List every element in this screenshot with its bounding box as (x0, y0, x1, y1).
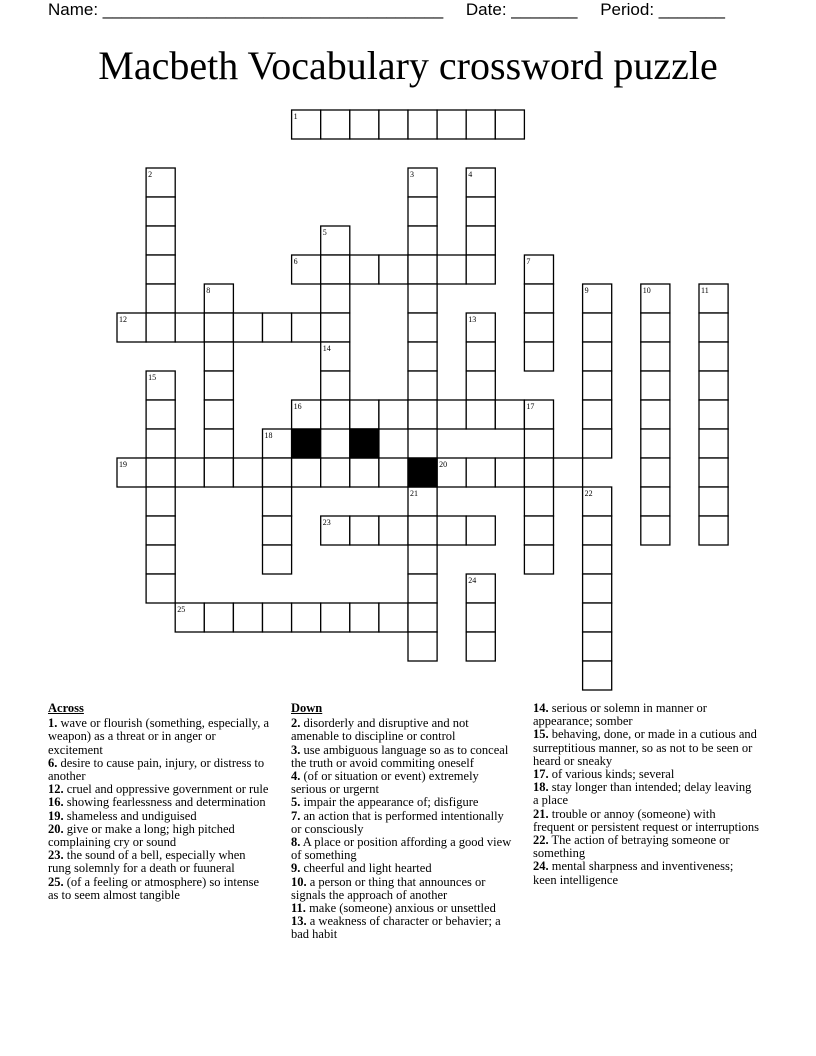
clue-text: (of or situation or event) extremely serious or urgernt (291, 769, 479, 797)
clue-number: 10. (291, 874, 307, 889)
crossword-cell[interactable] (466, 371, 495, 400)
crossword-cell[interactable] (583, 545, 612, 574)
crossword-cell[interactable] (524, 516, 553, 545)
clue-number: 20. (48, 821, 64, 836)
crossword-cell[interactable] (321, 110, 350, 139)
crossword-cell[interactable] (204, 400, 233, 429)
clue-text: serious or solemn in manner or appearance; somber (533, 701, 707, 729)
crossword-cell[interactable] (146, 284, 175, 313)
crossword-cell[interactable] (583, 371, 612, 400)
crossword-cell[interactable] (583, 342, 612, 371)
crossword-cell[interactable] (583, 429, 612, 458)
clue-text: cruel and oppressive government or rule (63, 782, 269, 797)
clue-number: 25. (48, 874, 64, 889)
crossword-cell[interactable] (641, 516, 670, 545)
clue-item (291, 810, 513, 836)
clue-item (48, 849, 270, 875)
crossword-cell[interactable] (699, 313, 728, 342)
clue-text: the sound of a bell, especially when rung solemnly for a death or fuuneral (48, 848, 246, 876)
crossword-cell[interactable] (408, 545, 437, 574)
crossword-cell[interactable] (583, 661, 612, 690)
crossword-cell[interactable] (699, 371, 728, 400)
cell-number: 3 (410, 170, 414, 179)
crossword-cell[interactable] (408, 284, 437, 313)
crossword-cell[interactable] (204, 342, 233, 371)
crossword-cell[interactable] (263, 545, 292, 574)
crossword-cell[interactable] (408, 255, 437, 284)
clue-text: stay longer than intended; delay leaving a place (533, 780, 752, 808)
cell-number: 21 (410, 489, 418, 498)
crossword-cell[interactable] (466, 342, 495, 371)
crossword-cell[interactable] (466, 255, 495, 284)
crossword-cell[interactable] (350, 516, 379, 545)
crossword-cell[interactable] (699, 429, 728, 458)
crossword-cell[interactable] (233, 603, 262, 632)
clue-text: cheerful and light hearted (300, 861, 432, 876)
crossword-cell[interactable] (466, 632, 495, 661)
clue-number: 24. (533, 859, 549, 874)
clue-item (48, 823, 270, 849)
cell-number: 13 (468, 315, 477, 324)
clue-number: 14. (533, 701, 549, 715)
clue-number: 5. (291, 795, 301, 810)
date-field-label[interactable]: Date: _______ (465, 0, 578, 19)
crossword-cell[interactable] (321, 284, 350, 313)
clue-item (533, 860, 759, 886)
crossword-cell[interactable] (175, 313, 204, 342)
crossword-cell[interactable] (583, 400, 612, 429)
crossword-cell[interactable] (641, 487, 670, 516)
cell-number: 4 (468, 170, 473, 179)
name-field-label[interactable]: Name: ____________________________________ (48, 0, 444, 19)
crossword-cell[interactable] (524, 342, 553, 371)
crossword-cell[interactable] (641, 429, 670, 458)
crossword-cell[interactable] (641, 313, 670, 342)
crossword-cell[interactable] (379, 255, 408, 284)
crossword-cell[interactable] (466, 110, 495, 139)
crossword-cell[interactable] (146, 487, 175, 516)
clue-number: 4. (291, 769, 301, 784)
cell-number: 2 (148, 170, 153, 179)
crossword-cell[interactable] (204, 429, 233, 458)
crossword-cell[interactable] (437, 255, 466, 284)
clue-number: 11. (291, 901, 306, 916)
crossword-cell[interactable] (699, 487, 728, 516)
crossword-cell[interactable] (408, 516, 437, 545)
cell-number: 14 (322, 344, 331, 353)
clue-item (533, 808, 759, 834)
crossword-cell[interactable] (524, 429, 553, 458)
crossword-cell[interactable] (204, 371, 233, 400)
crossword-cell[interactable] (292, 458, 321, 487)
crossword-cell[interactable] (263, 516, 292, 545)
clue-item (533, 781, 759, 807)
crossword-cell[interactable] (233, 458, 262, 487)
crossword-cell[interactable] (554, 458, 583, 487)
cell-number: 8 (206, 286, 211, 295)
cell-number: 25 (177, 605, 186, 614)
crossword-cell[interactable] (204, 458, 233, 487)
crossword-cell[interactable] (408, 197, 437, 226)
crossword-cell[interactable] (524, 545, 553, 574)
crossword-cell[interactable] (146, 545, 175, 574)
period-field-label[interactable]: Period: _______ (600, 0, 725, 19)
down-clues-continued (533, 702, 759, 887)
crossword-cell[interactable] (204, 603, 233, 632)
clue-text: desire to cause pain, injury, or distress to another (48, 755, 265, 784)
crossword-cell[interactable] (437, 110, 466, 139)
crossword-cell[interactable] (321, 371, 350, 400)
clue-text: an action that is performed intentionally or consciously (291, 808, 504, 836)
crossword-cell[interactable] (466, 603, 495, 632)
crossword-cell[interactable] (379, 458, 408, 487)
clue-item (48, 876, 270, 902)
crossword-cell[interactable] (641, 400, 670, 429)
crossword-cell[interactable] (699, 400, 728, 429)
crossword-cell[interactable] (524, 313, 553, 342)
down-heading: Down (291, 701, 323, 715)
crossword-cell[interactable] (408, 342, 437, 371)
clue-item (533, 728, 759, 768)
crossword-cell[interactable] (146, 574, 175, 603)
crossword-cell[interactable] (263, 603, 292, 632)
crossword-cell[interactable] (321, 255, 350, 284)
crossword-cell[interactable] (583, 632, 612, 661)
cell-number: 9 (584, 286, 589, 295)
crossword-cell[interactable] (408, 574, 437, 603)
clue-text: make (someone) anxious or unsettled (305, 901, 496, 916)
crossword-cell[interactable] (292, 313, 321, 342)
across-heading: Across (48, 701, 84, 715)
clue-number: 9. (291, 861, 301, 876)
clue-item (48, 717, 270, 757)
crossword-cell[interactable] (408, 632, 437, 661)
crossword-cell[interactable] (175, 458, 204, 487)
clue-number: 16. (48, 795, 64, 810)
crossword-cell[interactable] (321, 313, 350, 342)
crossword-cell[interactable] (146, 313, 175, 342)
crossword-cell[interactable] (263, 487, 292, 516)
across-clues (48, 702, 270, 902)
crossword-cell[interactable] (321, 603, 350, 632)
clue-text: use ambiguous language so as to conceal the truth or avoid commiting oneself (291, 742, 509, 770)
crossword-cell[interactable] (466, 516, 495, 545)
crossword-cell[interactable] (350, 400, 379, 429)
crossword-cell[interactable] (379, 110, 408, 139)
crossword-cell[interactable] (146, 458, 175, 487)
crossword-cell[interactable] (466, 197, 495, 226)
clue-number: 6. (48, 755, 58, 770)
crossword-cell[interactable] (524, 458, 553, 487)
clue-number: 7. (291, 808, 301, 823)
crossword-cell[interactable] (495, 458, 524, 487)
cell-number: 6 (293, 257, 298, 266)
cell-number: 24 (468, 576, 477, 585)
black-cell (350, 429, 379, 458)
down-clue-list-1 (291, 717, 513, 941)
clue-item (48, 757, 270, 783)
crossword-cell[interactable] (495, 110, 524, 139)
crossword-cell[interactable] (583, 313, 612, 342)
crossword-cell[interactable] (466, 400, 495, 429)
crossword-cell[interactable] (379, 400, 408, 429)
clue-text: trouble or annoy (someone) with frequent or persistent request or interruptions (533, 806, 759, 834)
crossword-cell[interactable] (350, 110, 379, 139)
clue-text: wave or flourish (something, especially, a weapon) as a threat or in anger or excitement (48, 716, 270, 757)
crossword-cell[interactable] (641, 371, 670, 400)
clue-number: 19. (48, 808, 64, 823)
crossword-cell[interactable] (379, 603, 408, 632)
clue-text: impair the appearance of; disfigure (300, 795, 479, 810)
clue-text: (of a feeling or atmosphere) so intense as to seem almost tangible (48, 874, 260, 902)
clue-text: The action of betraying someone or something (533, 833, 730, 861)
crossword-cell[interactable] (408, 400, 437, 429)
clue-text: disorderly and disruptive and not amenable to discipline or control (291, 716, 469, 744)
clue-number: 2. (291, 716, 301, 731)
crossword-cell[interactable] (524, 487, 553, 516)
clue-number: 22. (533, 833, 549, 848)
cell-number: 17 (526, 402, 535, 411)
crossword-cell[interactable] (146, 226, 175, 255)
cell-number: 22 (584, 489, 593, 498)
crossword-cell[interactable] (641, 342, 670, 371)
clue-item (291, 744, 513, 770)
clue-number: 15. (533, 727, 549, 742)
cell-number: 20 (439, 460, 448, 469)
clue-text: A place or position affording a good view of something (291, 835, 512, 863)
clue-text: give or make a long; high pitched complaining cry or sound (48, 821, 235, 850)
clue-item (533, 834, 759, 860)
crossword-cell[interactable] (292, 603, 321, 632)
clue-text: behaving, done, or made in a cutious and surreptitious manner, so as not to be seen or heard or sneaky (533, 727, 757, 768)
clue-item (291, 876, 513, 902)
crossword-cell[interactable] (466, 458, 495, 487)
crossword-cell[interactable] (466, 226, 495, 255)
crossword-cell[interactable] (408, 313, 437, 342)
clue-item (291, 915, 513, 941)
cell-number: 15 (148, 373, 157, 382)
crossword-cell[interactable] (263, 458, 292, 487)
clue-number: 13. (291, 914, 307, 929)
across-clue-list (48, 717, 270, 902)
crossword-cell[interactable] (524, 284, 553, 313)
crossword-cell[interactable] (146, 255, 175, 284)
crossword-cell[interactable] (408, 226, 437, 255)
cell-number: 23 (322, 518, 331, 527)
cell-number: 5 (322, 228, 327, 237)
clue-item (291, 836, 513, 862)
cell-number: 7 (526, 257, 531, 266)
crossword-cell[interactable] (583, 574, 612, 603)
crossword-cell[interactable] (321, 458, 350, 487)
clue-item (291, 770, 513, 796)
crossword-cell[interactable] (408, 603, 437, 632)
clue-number: 1. (48, 716, 58, 731)
cell-number: 12 (119, 315, 127, 324)
crossword-cell[interactable] (146, 197, 175, 226)
clue-text: a weakness of character or behavier; a bad habit (291, 914, 501, 942)
clue-number: 23. (48, 848, 64, 863)
crossword-cell[interactable] (699, 458, 728, 487)
crossword-cell[interactable] (233, 313, 262, 342)
crossword-cell[interactable] (408, 371, 437, 400)
crossword-cell[interactable] (699, 342, 728, 371)
crossword-cell[interactable] (146, 516, 175, 545)
crossword-cell[interactable] (350, 255, 379, 284)
crossword-cell[interactable] (583, 603, 612, 632)
crossword-cell[interactable] (350, 458, 379, 487)
clue-text: shameless and undiguised (63, 808, 197, 823)
clue-number: 12. (48, 782, 64, 797)
crossword-cell[interactable] (204, 313, 233, 342)
down-clue-list-2 (533, 702, 759, 887)
crossword-cell[interactable] (495, 400, 524, 429)
crossword-cell[interactable] (408, 429, 437, 458)
cell-number: 11 (701, 286, 709, 295)
clue-item (533, 702, 759, 728)
clue-text: of various kinds; several (548, 767, 675, 782)
clue-number: 8. (291, 835, 301, 850)
clue-number: 21. (533, 806, 549, 821)
crossword-cell[interactable] (263, 313, 292, 342)
crossword-cell[interactable] (437, 516, 466, 545)
clue-text: mental sharpness and inventiveness; keen intelligence (533, 859, 734, 887)
black-cell (408, 458, 437, 487)
crossword-cell[interactable] (641, 458, 670, 487)
crossword-cell[interactable] (437, 400, 466, 429)
down-clues (291, 702, 513, 942)
cell-number: 18 (264, 431, 273, 440)
cell-number: 16 (293, 402, 302, 411)
crossword-cell[interactable] (408, 110, 437, 139)
crossword-cell[interactable] (146, 429, 175, 458)
cell-number: 1 (293, 112, 298, 121)
clue-number: 18. (533, 780, 549, 795)
page-title: Macbeth Vocabulary crossword puzzle (98, 43, 718, 88)
clue-number: 17. (533, 767, 549, 782)
crossword-cell[interactable] (321, 400, 350, 429)
crossword-cell[interactable] (379, 516, 408, 545)
crossword-cell[interactable] (699, 516, 728, 545)
clue-item (291, 717, 513, 743)
black-cell (292, 429, 321, 458)
clue-text: a person or thing that announces or signals the approach of another (291, 874, 486, 902)
clue-number: 3. (291, 742, 301, 757)
crossword-cell[interactable] (146, 400, 175, 429)
clue-text: showing fearlessness and determination (63, 795, 266, 810)
crossword-cell[interactable] (350, 603, 379, 632)
cell-number: 10 (642, 286, 651, 295)
crossword-cell[interactable] (583, 516, 612, 545)
cell-number: 19 (119, 460, 127, 469)
